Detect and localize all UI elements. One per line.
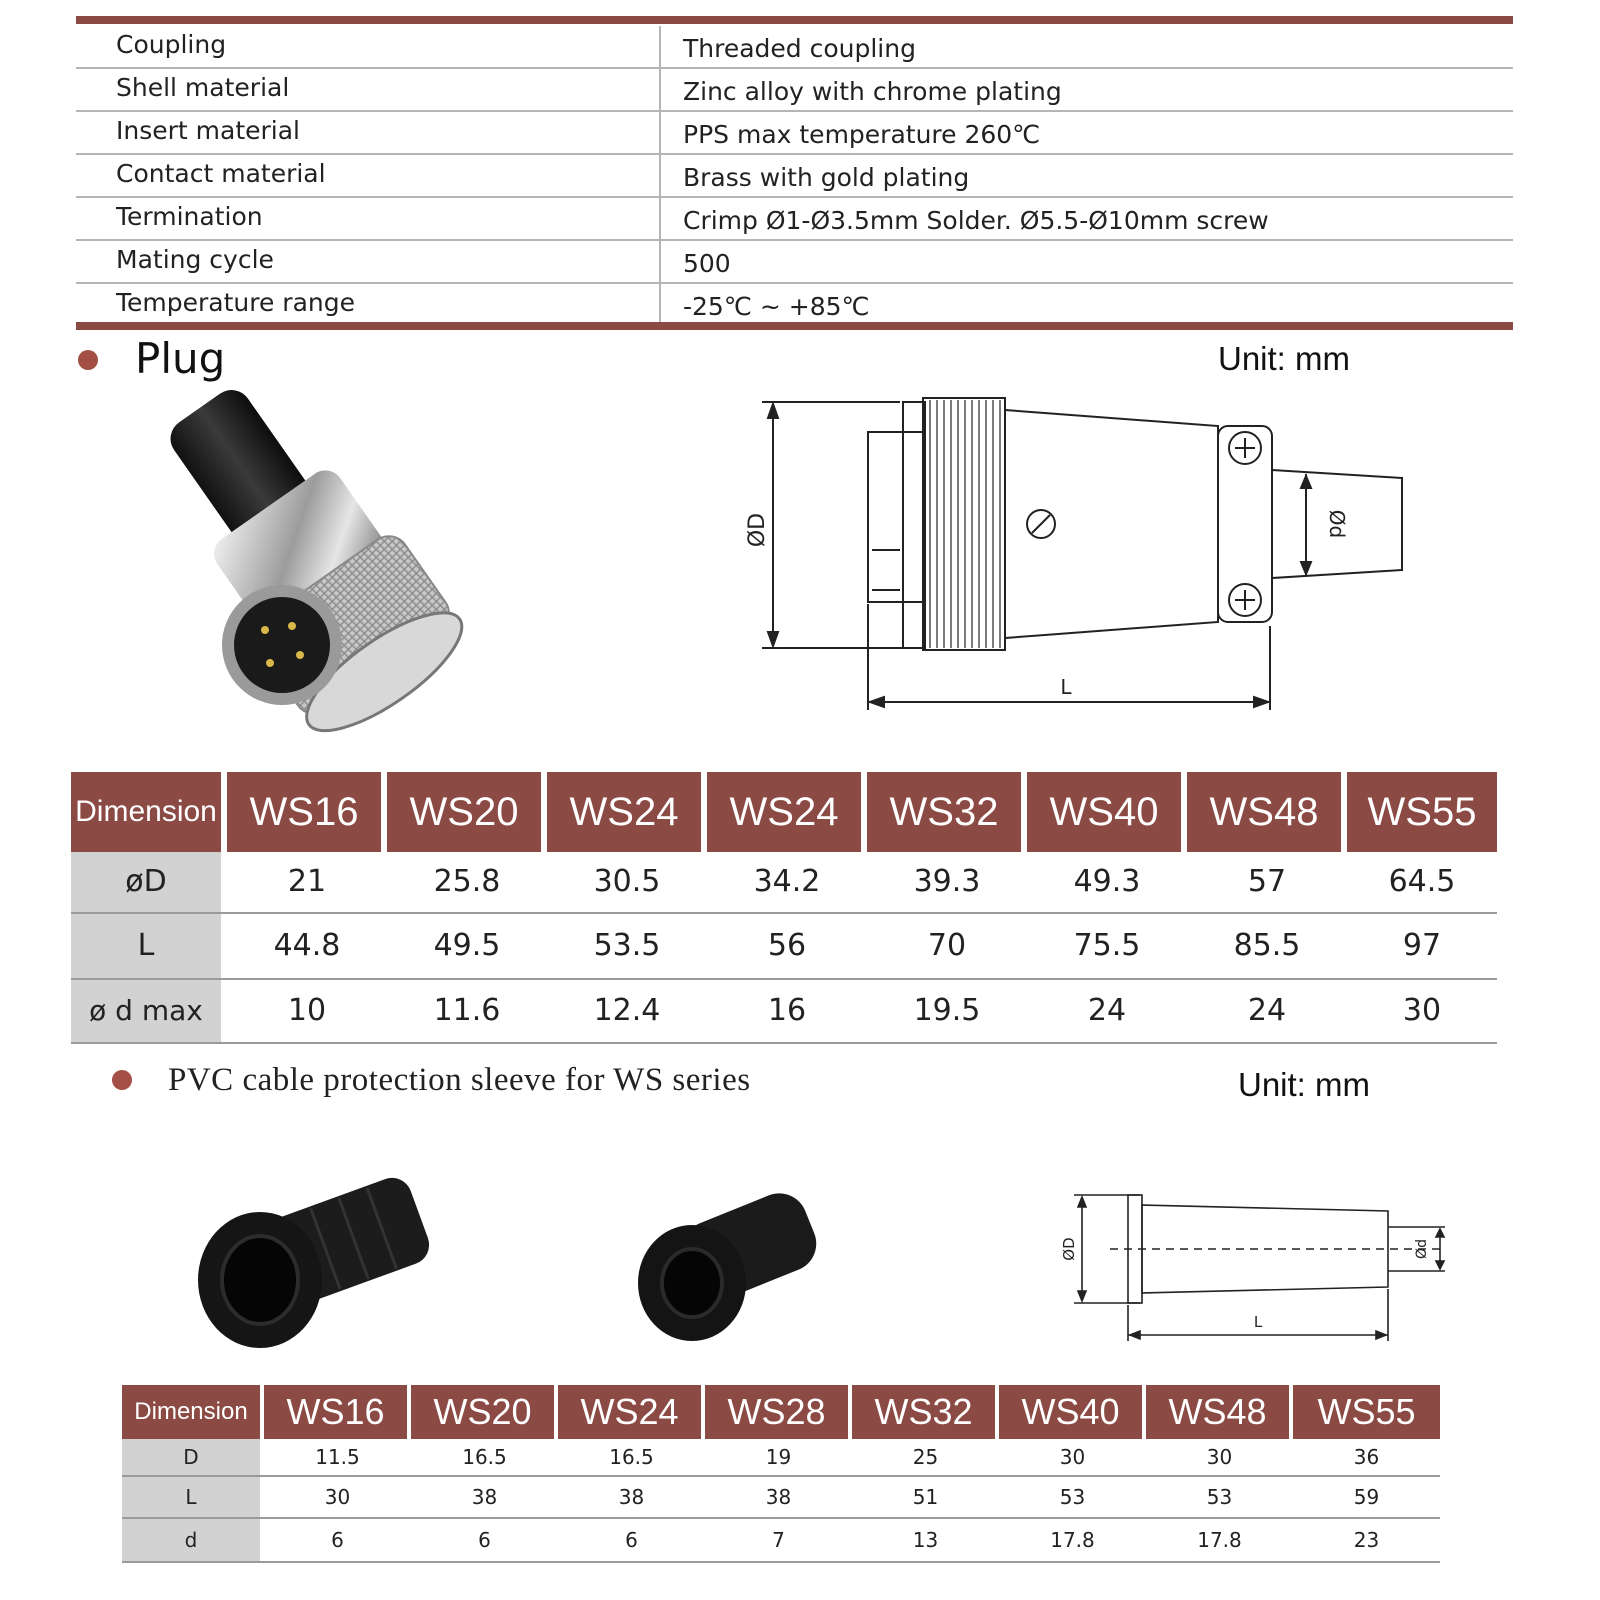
table-row-label: d — [122, 1519, 260, 1561]
table-header-cell: WS32 — [852, 1385, 995, 1439]
spec-table-top-bar — [76, 16, 1513, 24]
table-header-cell: WS48 — [1187, 772, 1341, 852]
table-cell: 53 — [1059, 1485, 1086, 1509]
table-cell: 39.3 — [913, 864, 981, 899]
table-cell: 38 — [618, 1485, 645, 1509]
table-cell: 10 — [287, 993, 327, 1028]
table-header-cell: WS20 — [387, 772, 541, 852]
table-row-label: L — [71, 914, 221, 978]
table-cell: 16 — [767, 993, 807, 1028]
table-cell: 21 — [287, 864, 327, 899]
spec-row-insert-material — [76, 110, 1513, 155]
table-header-cell: WS40 — [999, 1385, 1142, 1439]
table-row-divider — [122, 1561, 1440, 1563]
table-cell: 64.5 — [1388, 864, 1456, 899]
bullet-icon — [78, 350, 98, 370]
table-header-cell: WS48 — [1146, 1385, 1289, 1439]
table-header-cell: Dimension — [71, 772, 221, 852]
table-cell: 30 — [1402, 993, 1442, 1028]
table-cell: 16.5 — [609, 1445, 654, 1469]
table-cell: 25 — [912, 1445, 939, 1469]
table-cell: 17.8 — [1197, 1528, 1242, 1552]
plug-unit-label: Unit: mm — [1218, 340, 1350, 377]
table-cell: 7 — [772, 1528, 785, 1552]
plug-title: Plug — [135, 334, 226, 383]
table-cell: 16.5 — [462, 1445, 507, 1469]
table-cell: 24 — [1247, 993, 1287, 1028]
table-cell: 25.8 — [433, 864, 501, 899]
table-row-label: L — [122, 1477, 260, 1517]
plug-diagram — [740, 390, 1420, 730]
spec-value: Crimp Ø1-Ø3.5mm Solder. Ø5.5-Ø10mm screw — [683, 206, 1269, 235]
table-cell: 97 — [1402, 928, 1442, 963]
spec-value: -25℃ ~ +85℃ — [683, 292, 870, 321]
diagram-label-D: ØD — [745, 512, 770, 548]
table-cell: 49.3 — [1073, 864, 1141, 899]
table-cell: 36 — [1353, 1445, 1380, 1469]
table-cell: 44.8 — [273, 928, 341, 963]
sleeve-diagram — [1060, 1185, 1460, 1345]
spec-row-shell-material — [76, 67, 1513, 112]
table-header-cell: WS20 — [411, 1385, 554, 1439]
table-header-cell: WS24 — [707, 772, 861, 852]
table-cell: 75.5 — [1073, 928, 1141, 963]
bullet-icon — [112, 1070, 132, 1090]
table-header-cell: WS40 — [1027, 772, 1181, 852]
spec-value: Threaded coupling — [683, 34, 916, 63]
spec-label: Contact material — [116, 159, 326, 188]
spec-table-bottom-bar — [76, 322, 1513, 330]
spec-label: Temperature range — [116, 288, 356, 317]
table-cell: 23 — [1353, 1528, 1380, 1552]
table-row-divider — [71, 1042, 1497, 1044]
spec-value: 500 — [683, 249, 731, 278]
table-cell: 59 — [1353, 1485, 1380, 1509]
diagram-label-D: ØD — [1060, 1237, 1078, 1261]
sleeve-photo-long — [180, 1170, 440, 1360]
table-row-label: ø d max — [71, 980, 221, 1042]
table-cell: 17.8 — [1050, 1528, 1095, 1552]
diagram-label-d: Ød — [1325, 509, 1349, 539]
table-cell: 30 — [1059, 1445, 1086, 1469]
table-cell: 13 — [912, 1528, 939, 1552]
diagram-label-d: Ød — [1414, 1239, 1430, 1259]
spec-label: Termination — [116, 202, 263, 231]
table-cell: 34.2 — [753, 864, 821, 899]
plug-face — [234, 597, 330, 693]
table-header-cell: WS55 — [1293, 1385, 1440, 1439]
table-cell: 11.5 — [315, 1445, 360, 1469]
table-cell: 30 — [1206, 1445, 1233, 1469]
spec-row-contact-material — [76, 153, 1513, 198]
table-cell: 11.6 — [433, 993, 501, 1028]
sleeve-unit-label: Unit: mm — [1238, 1066, 1370, 1103]
table-cell: 19 — [765, 1445, 792, 1469]
spec-row-mating-cycle — [76, 239, 1513, 284]
table-header-cell: WS24 — [558, 1385, 701, 1439]
spec-label: Shell material — [116, 73, 290, 102]
plug-photo — [60, 380, 700, 755]
table-cell: 49.5 — [433, 928, 501, 963]
table-header-cell: WS16 — [264, 1385, 407, 1439]
table-cell: 56 — [767, 928, 807, 963]
table-header-cell: WS28 — [705, 1385, 848, 1439]
table-row-label: D — [122, 1439, 260, 1475]
spec-value: Brass with gold plating — [683, 163, 970, 192]
table-cell: 6 — [331, 1528, 344, 1552]
table-cell: 30 — [324, 1485, 351, 1509]
table-cell: 38 — [471, 1485, 498, 1509]
table-cell: 24 — [1087, 993, 1127, 1028]
table-header-cell: WS16 — [227, 772, 381, 852]
table-cell: 57 — [1247, 864, 1287, 899]
spec-row-temperature-range — [76, 282, 1513, 325]
diagram-label-L: L — [1060, 675, 1072, 699]
table-header-cell: Dimension — [122, 1385, 260, 1439]
table-header-cell: WS32 — [867, 772, 1021, 852]
table-cell: 38 — [765, 1485, 792, 1509]
spec-label: Coupling — [116, 30, 227, 59]
sleeve-title: PVC cable protection sleeve for WS series — [168, 1062, 751, 1098]
spec-value: Zinc alloy with chrome plating — [683, 77, 1062, 106]
spec-row-termination — [76, 196, 1513, 241]
table-cell: 51 — [912, 1485, 939, 1509]
table-cell: 19.5 — [913, 993, 981, 1028]
spec-label: Mating cycle — [116, 245, 274, 274]
table-cell: 30.5 — [593, 864, 661, 899]
table-header-cell: WS24 — [547, 772, 701, 852]
table-cell: 70 — [927, 928, 967, 963]
spec-value: PPS max temperature 260℃ — [683, 120, 1041, 149]
table-header-cell: WS55 — [1347, 772, 1497, 852]
table-cell: 6 — [625, 1528, 638, 1552]
table-cell: 12.4 — [593, 993, 661, 1028]
table-cell: 6 — [478, 1528, 491, 1552]
diagram-label-L: L — [1253, 1313, 1263, 1331]
table-cell: 85.5 — [1233, 928, 1301, 963]
spec-label: Insert material — [116, 116, 300, 145]
table-cell: 53 — [1206, 1485, 1233, 1509]
table-cell: 53.5 — [593, 928, 661, 963]
spec-row-coupling — [76, 24, 1513, 69]
sleeve-photo-short — [630, 1185, 830, 1345]
table-row-label: øD — [71, 852, 221, 912]
